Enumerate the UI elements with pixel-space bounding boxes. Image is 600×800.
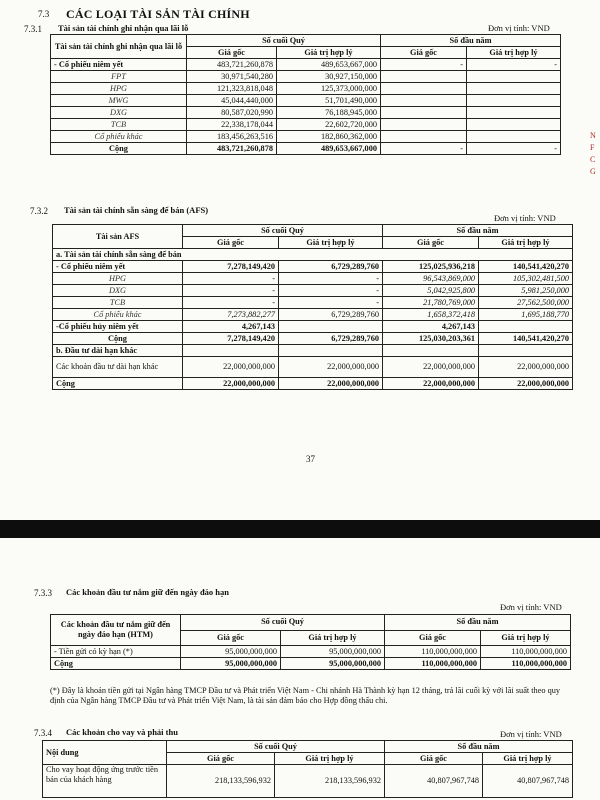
total-label: Cộng <box>53 333 183 345</box>
header-begin-year: Số đầu năm <box>381 35 561 47</box>
cell-value <box>467 83 561 95</box>
cell-value: 218,133,596,932 <box>275 765 385 798</box>
cell-value: 4,267,143 <box>183 321 279 333</box>
header-fair-value: Giá trị hợp lý <box>481 630 571 646</box>
cell-value: 110,000,000,000 <box>481 658 571 670</box>
row-label: Các khoản đầu tư dài hạn khác <box>53 357 183 378</box>
total-label: Cộng <box>53 378 183 390</box>
cell-value: 22,000,000,000 <box>279 378 383 390</box>
table-row <box>53 357 573 378</box>
total-row <box>53 378 573 390</box>
cell-value: 110,000,000,000 <box>385 646 481 658</box>
row-label: Cổ phiếu khác <box>51 131 187 143</box>
header-fair-value: Giá trị hợp lý <box>279 237 383 249</box>
row-label: HPG <box>51 83 187 95</box>
cell-value: - <box>381 59 467 71</box>
cell-value: 22,000,000,000 <box>383 357 479 378</box>
table-row <box>51 107 561 119</box>
row-label: MWG <box>51 95 187 107</box>
header-asset: Tài sản AFS <box>53 225 183 249</box>
cell-value: 489,653,667,000 <box>277 143 381 155</box>
cell-value: 125,373,000,000 <box>277 83 381 95</box>
cell-value: 140,541,420,270 <box>479 333 573 345</box>
header-begin-year: Số đầu năm <box>385 615 571 631</box>
cell-value: 6,729,289,760 <box>279 261 383 273</box>
cell-value <box>381 107 467 119</box>
cell-value: 22,000,000,000 <box>183 378 279 390</box>
cell-value: - <box>279 285 383 297</box>
unit-label: Đơn vị tính: VND <box>488 23 550 33</box>
table-row <box>51 71 561 83</box>
total-row <box>51 143 561 155</box>
header-begin-year: Số đầu năm <box>385 741 573 753</box>
header-cost: Giá gốc <box>383 237 479 249</box>
table-row <box>51 646 571 658</box>
cell-value: 140,541,420,270 <box>479 261 573 273</box>
cell-value: 96,543,869,000 <box>383 273 479 285</box>
footnote: (*) Đây là khoản tiền gửi tại Ngân hàng TMCP Đầu tư và Phát triển Việt Nam - Chi nhánh Hà Thành kỳ hạn 12 tháng, trả lãi cuối kỳ với lãi suất theo quy định của Ngân hàng TMCP Đầu tư và Phát triển Việt Nam, là tài sản đảm bảo cho Hợp đồng thấu chi. <box>50 686 561 705</box>
unit-label: Đơn vị tính: VND <box>500 602 562 612</box>
cell-value: 110,000,000,000 <box>385 658 481 670</box>
cell-value: 95,000,000,000 <box>181 646 281 658</box>
row-label: - Tiền gửi có kỳ hạn (*) <box>51 646 181 658</box>
subsection-title: Tài sản tài chính ghi nhận qua lãi lỗ <box>58 23 189 33</box>
header-cost: Giá gốc <box>385 630 481 646</box>
cell-value: 22,000,000,000 <box>479 357 573 378</box>
cell-value: 7,273,882,277 <box>183 309 279 321</box>
total-row <box>51 658 571 670</box>
header-end-quarter: Số cuối Quý <box>181 615 385 631</box>
cell-value <box>381 83 467 95</box>
cell-value: 6,729,289,760 <box>279 309 383 321</box>
header-fair-value: Giá trị hợp lý <box>277 47 381 59</box>
row-label: DXG <box>53 285 183 297</box>
header-end-quarter: Số cuối Quý <box>167 741 385 753</box>
table-row <box>51 119 561 131</box>
subsection-title: Các khoản cho vay và phải thu <box>66 727 178 737</box>
htm-table <box>50 614 571 670</box>
row-label: Cho vay hoạt động ứng trước tiền bán của khách hàng <box>43 765 167 798</box>
header-cost: Giá gốc <box>385 753 483 765</box>
header-end-quarter: Số cuối Quý <box>183 225 383 237</box>
header-fair-value: Giá trị hợp lý <box>281 630 385 646</box>
cell-value: 40,807,967,748 <box>385 765 483 798</box>
cell-value: - <box>467 143 561 155</box>
table-row <box>43 765 573 798</box>
cell-value <box>381 95 467 107</box>
header-fair-value: Giá trị hợp lý <box>275 753 385 765</box>
cell-value: 125,025,936,218 <box>383 261 479 273</box>
cell-value <box>381 119 467 131</box>
cell-value: - <box>279 297 383 309</box>
empty-cell <box>183 345 279 357</box>
table-row <box>51 95 561 107</box>
header-asset: Tài sản tài chính ghi nhận qua lãi lỗ <box>51 35 187 59</box>
header-fair-value: Giá trị hợp lý <box>483 753 573 765</box>
cell-value: - <box>467 59 561 71</box>
cell-value: 483,721,260,878 <box>187 59 277 71</box>
cell-value: 45,044,440,000 <box>187 95 277 107</box>
edge-char: C <box>590 155 596 164</box>
row-label: TCB <box>53 297 183 309</box>
row-label: -Cổ phiếu hủy niêm yết <box>53 321 183 333</box>
cell-value: 5,042,925,800 <box>383 285 479 297</box>
section-row <box>53 249 573 261</box>
cell-value: - <box>183 273 279 285</box>
edge-char: N <box>590 131 596 140</box>
cell-value: 105,302,481,500 <box>479 273 573 285</box>
table-row <box>53 261 573 273</box>
cell-value: 5,981,250,000 <box>479 285 573 297</box>
section-b-label: b. Đầu tư dài hạn khác <box>53 345 183 357</box>
section-number: 7.3 <box>38 9 50 19</box>
cell-value: - <box>183 285 279 297</box>
cell-value: 7,278,149,420 <box>183 261 279 273</box>
row-label: FPT <box>51 71 187 83</box>
cell-value <box>467 107 561 119</box>
cell-value: 76,188,945,000 <box>277 107 381 119</box>
subsection-title: Các khoản đầu tư nắm giữ đến ngày đáo hạn <box>66 587 230 597</box>
header-cost: Giá gốc <box>167 753 275 765</box>
fvtpl-table <box>50 34 561 155</box>
row-label: HPG <box>53 273 183 285</box>
cell-value: 21,780,769,000 <box>383 297 479 309</box>
table-row <box>53 273 573 285</box>
cell-value: 6,729,289,760 <box>279 333 383 345</box>
cell-value: - <box>279 273 383 285</box>
row-label: Cổ phiếu khác <box>53 309 183 321</box>
table-row <box>51 131 561 143</box>
cell-value: 183,456,263,516 <box>187 131 277 143</box>
table-row <box>53 285 573 297</box>
table-row <box>51 83 561 95</box>
unit-label: Đơn vị tính: VND <box>494 213 556 223</box>
unit-label: Đơn vị tính: VND <box>500 729 562 739</box>
cropped-edge-text <box>590 130 600 220</box>
empty-cell <box>279 345 383 357</box>
cell-value <box>467 131 561 143</box>
header-fair-value: Giá trị hợp lý <box>467 47 561 59</box>
header-cost: Giá gốc <box>181 630 281 646</box>
cell-value: 1,695,188,770 <box>479 309 573 321</box>
afs-table <box>52 224 573 390</box>
cell-value: 121,323,818,048 <box>187 83 277 95</box>
cell-value: 22,602,720,000 <box>277 119 381 131</box>
empty-cell <box>383 345 479 357</box>
cell-value: 51,701,490,000 <box>277 95 381 107</box>
cell-value: - <box>183 297 279 309</box>
total-row <box>53 333 573 345</box>
cell-value: 489,653,667,000 <box>277 59 381 71</box>
table-row <box>53 297 573 309</box>
cell-value: 7,278,149,420 <box>183 333 279 345</box>
subsection-number: 7.3.3 <box>34 588 52 598</box>
cell-value <box>381 71 467 83</box>
cell-value: 30,927,150,000 <box>277 71 381 83</box>
header-end-quarter: Số cuối Quý <box>187 35 381 47</box>
cell-value: 218,133,596,932 <box>167 765 275 798</box>
cell-value <box>279 321 383 333</box>
header-fair-value: Giá trị hợp lý <box>479 237 573 249</box>
table-row <box>53 321 573 333</box>
cell-value <box>479 321 573 333</box>
header-content: Nội dung <box>43 741 167 765</box>
table-row <box>53 309 573 321</box>
header-begin-year: Số đầu năm <box>383 225 573 237</box>
section-title: CÁC LOẠI TÀI SẢN TÀI CHÍNH <box>66 7 250 21</box>
cell-value: 483,721,260,878 <box>187 143 277 155</box>
table-row <box>51 59 561 71</box>
document-page-38 <box>0 538 600 800</box>
cell-value: 22,000,000,000 <box>383 378 479 390</box>
page-separator <box>0 520 600 538</box>
total-label: Cộng <box>51 143 187 155</box>
cell-value: 40,807,967,748 <box>483 765 573 798</box>
cell-value: 95,000,000,000 <box>281 658 385 670</box>
row-label: TCB <box>51 119 187 131</box>
cell-value <box>467 119 561 131</box>
cell-value: 22,000,000,000 <box>183 357 279 378</box>
cell-value: 182,860,362,000 <box>277 131 381 143</box>
cell-value: 4,267,143 <box>383 321 479 333</box>
loans-table <box>42 740 573 798</box>
subsection-number: 7.3.4 <box>34 728 52 738</box>
cell-value <box>467 95 561 107</box>
header-asset: Các khoản đầu tư nắm giữ đến ngày đáo hạn (HTM) <box>51 615 181 646</box>
cell-value: - <box>381 143 467 155</box>
subsection-number: 7.3.2 <box>30 206 48 216</box>
total-label: Cộng <box>51 658 181 670</box>
cell-value <box>467 71 561 83</box>
cell-value: 22,000,000,000 <box>479 378 573 390</box>
cell-value <box>381 131 467 143</box>
cell-value: 95,000,000,000 <box>181 658 281 670</box>
cell-value: 30,971,540,280 <box>187 71 277 83</box>
empty-cell <box>479 345 573 357</box>
header-cost: Giá gốc <box>187 47 277 59</box>
subsection-title: Tài sản tài chính sẵn sàng để bán (AFS) <box>64 205 209 215</box>
row-label: DXG <box>51 107 187 119</box>
row-label: - Cổ phiếu niêm yết <box>53 261 183 273</box>
cell-value: 110,000,000,000 <box>481 646 571 658</box>
edge-char: F <box>590 143 595 152</box>
section-a-label: a. Tài sản tài chính sẵn sàng để bán <box>53 249 573 261</box>
cell-value: 22,000,000,000 <box>279 357 383 378</box>
page-number: 37 <box>306 454 315 464</box>
header-cost: Giá gốc <box>183 237 279 249</box>
header-cost: Giá gốc <box>381 47 467 59</box>
row-label: - Cổ phiếu niêm yết <box>51 59 187 71</box>
cell-value: 27,562,500,000 <box>479 297 573 309</box>
edge-char: G <box>590 167 596 176</box>
cell-value: 125,030,203,361 <box>383 333 479 345</box>
cell-value: 95,000,000,000 <box>281 646 385 658</box>
section-row <box>53 345 573 357</box>
subsection-number: 7.3.1 <box>24 24 42 34</box>
cell-value: 22,338,178,044 <box>187 119 277 131</box>
cell-value: 1,658,372,418 <box>383 309 479 321</box>
cell-value: 80,587,020,990 <box>187 107 277 119</box>
